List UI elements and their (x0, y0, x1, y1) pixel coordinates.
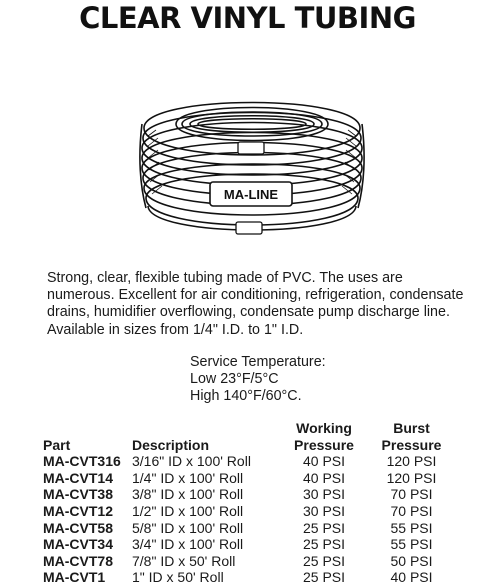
header-working-line2: Pressure (294, 436, 354, 453)
part-number: MA-CVT58 (43, 519, 114, 536)
part-description: 3/8" ID x 100' Roll (132, 486, 244, 503)
part-number: MA-CVT12 (43, 502, 114, 519)
table-row (43, 569, 459, 586)
spec-table (43, 420, 459, 586)
service-low: Low 23°F/5°C (190, 371, 279, 388)
part-number: MA-CVT78 (43, 552, 114, 569)
table-row (43, 520, 459, 537)
part-number: MA-CVT14 (43, 469, 114, 486)
working-pressure: 30 PSI (302, 486, 346, 503)
working-pressure: 30 PSI (302, 502, 346, 519)
part-description: 7/8" ID x 50' Roll (132, 552, 236, 569)
burst-pressure: 50 PSI (390, 552, 433, 569)
working-pressure: 25 PSI (302, 519, 346, 536)
working-pressure: 25 PSI (302, 552, 346, 569)
part-number: MA-CVT316 (43, 453, 121, 470)
page-title: CLEAR VINYL TUBING (79, 1, 416, 35)
header-burst-line1: Burst (393, 420, 430, 436)
burst-pressure: 40 PSI (390, 569, 433, 586)
part-description: 1/4" ID x 100' Roll (132, 469, 244, 486)
table-row (43, 503, 459, 520)
part-description: 1" ID x 50' Roll (132, 569, 224, 586)
part-description: 5/8" ID x 100' Roll (132, 519, 244, 536)
table-row (43, 536, 459, 553)
burst-pressure: 55 PSI (390, 519, 433, 536)
header-part: Part (43, 436, 71, 453)
part-description: 3/16" ID x 100' Roll (132, 453, 251, 470)
header-working-pressure (284, 420, 364, 453)
service-heading: Service Temperature: (190, 354, 326, 370)
part-description: 3/4" ID x 100' Roll (132, 536, 244, 553)
part-number: MA-CVT38 (43, 486, 114, 503)
working-pressure: 40 PSI (302, 469, 346, 486)
product-description: Strong, clear, flexible tubing made of PVC. The uses are numerous. Excellent for air conditioning, refrigeration, condensate drains, humidifier overflowing, condensate pump discharge line. Available in sizes from 1/4" I.D. to 1" I.D. (47, 270, 464, 338)
header-working-line1: Working (296, 420, 352, 436)
part-number: MA-CVT1 (43, 569, 106, 586)
working-pressure: 40 PSI (302, 453, 346, 470)
burst-pressure: 70 PSI (390, 502, 433, 519)
burst-pressure: 120 PSI (386, 453, 437, 470)
burst-pressure: 120 PSI (386, 469, 437, 486)
working-pressure: 25 PSI (302, 536, 346, 553)
table-row (43, 453, 459, 470)
header-description: Description (132, 436, 210, 453)
burst-pressure: 70 PSI (390, 486, 433, 503)
part-number: MA-CVT34 (43, 536, 114, 553)
header-burst-pressure (364, 420, 459, 453)
brand-label: MA-LINE (223, 187, 279, 202)
table-row (43, 470, 459, 487)
service-temperature (190, 354, 326, 406)
table-header-row (43, 420, 459, 453)
working-pressure: 25 PSI (302, 569, 346, 586)
burst-pressure: 55 PSI (390, 536, 433, 553)
table-row (43, 553, 459, 570)
tubing-coil-illustration (136, 66, 368, 266)
part-description: 1/2" ID x 100' Roll (132, 502, 244, 519)
table-row (43, 486, 459, 503)
header-burst-line2: Pressure (381, 436, 442, 453)
service-high: High 140°F/60°C. (190, 388, 302, 405)
